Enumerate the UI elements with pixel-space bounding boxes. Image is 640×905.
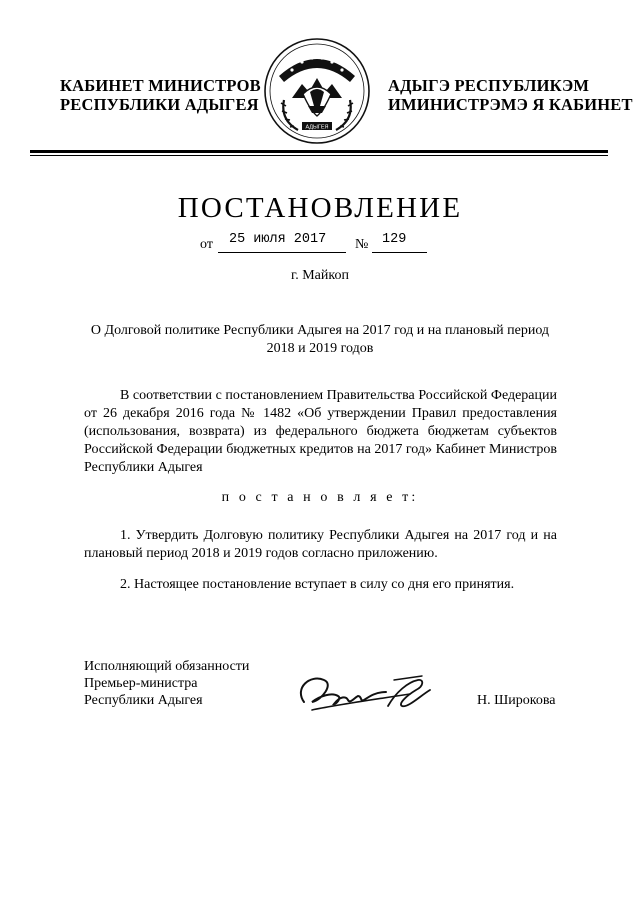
position-line2: Премьер-министра [84, 676, 198, 691]
position-line3: Республики Адыгея [84, 693, 203, 708]
emblem-banner-text: АДЫГЕЯ [305, 124, 329, 131]
issue-city: г. Майкоп [291, 268, 349, 283]
document-number: 129 [382, 232, 407, 247]
signer-name: Н. Широкова [477, 693, 556, 708]
document-type-title: ПОСТАНОВЛЕНИЕ [177, 192, 463, 224]
position-line1: Исполняющий обязанности [84, 659, 250, 674]
document-subject: О Долговой политике Республики Адыгея на 2017 год и на плановый период 2018 и 2019 годов [90, 323, 550, 356]
document-date: 25 июля 2017 [229, 232, 327, 247]
handwritten-signature-icon [290, 666, 440, 718]
number-underline [372, 252, 427, 253]
decree-item-1: 1. Утвердить Долговую политику Республики Адыгея на 2017 год и на плановый период 2018 и 2019 годов согласно приложению. [84, 528, 557, 561]
header-divider-thin [30, 155, 608, 156]
decree-word: п о с т а н о в л я е т: [221, 490, 419, 505]
header-right-line1: АДЫГЭ РЕСПУБЛИКЭМ [388, 76, 590, 95]
coat-of-arms-emblem-icon [262, 36, 372, 146]
preamble-paragraph [84, 387, 557, 477]
date-underline [218, 252, 346, 253]
signatory-position [84, 658, 249, 709]
header-right-line2: ИМИНИСТРЭМЭ Я КАБИНЕТ [388, 95, 633, 114]
preamble-text: В соответствии с постановлением Правительства Российской Федерации от 26 декабря 2016 года № 1482 «Об утверждении Правил предоставления (использования, возврата) из федерального бюджета бюджетам субъектов Российской Федерации бюджетных кредитов на 2017 год» Кабинет Министров Республики Адыгея [84, 388, 557, 475]
header-left-line1: КАБИНЕТ МИНИСТРОВ [60, 76, 261, 95]
number-prefix: № [355, 237, 369, 252]
header-left-org [60, 76, 261, 114]
decree-item-2: 2. Настоящее постановление вступает в силу со дня его принятия. [120, 577, 515, 592]
header-right-org [388, 76, 633, 114]
header-divider-thick [30, 150, 608, 153]
header-left-line2: РЕСПУБЛИКИ АДЫГЕЯ [60, 95, 259, 114]
date-prefix: от [200, 237, 213, 252]
